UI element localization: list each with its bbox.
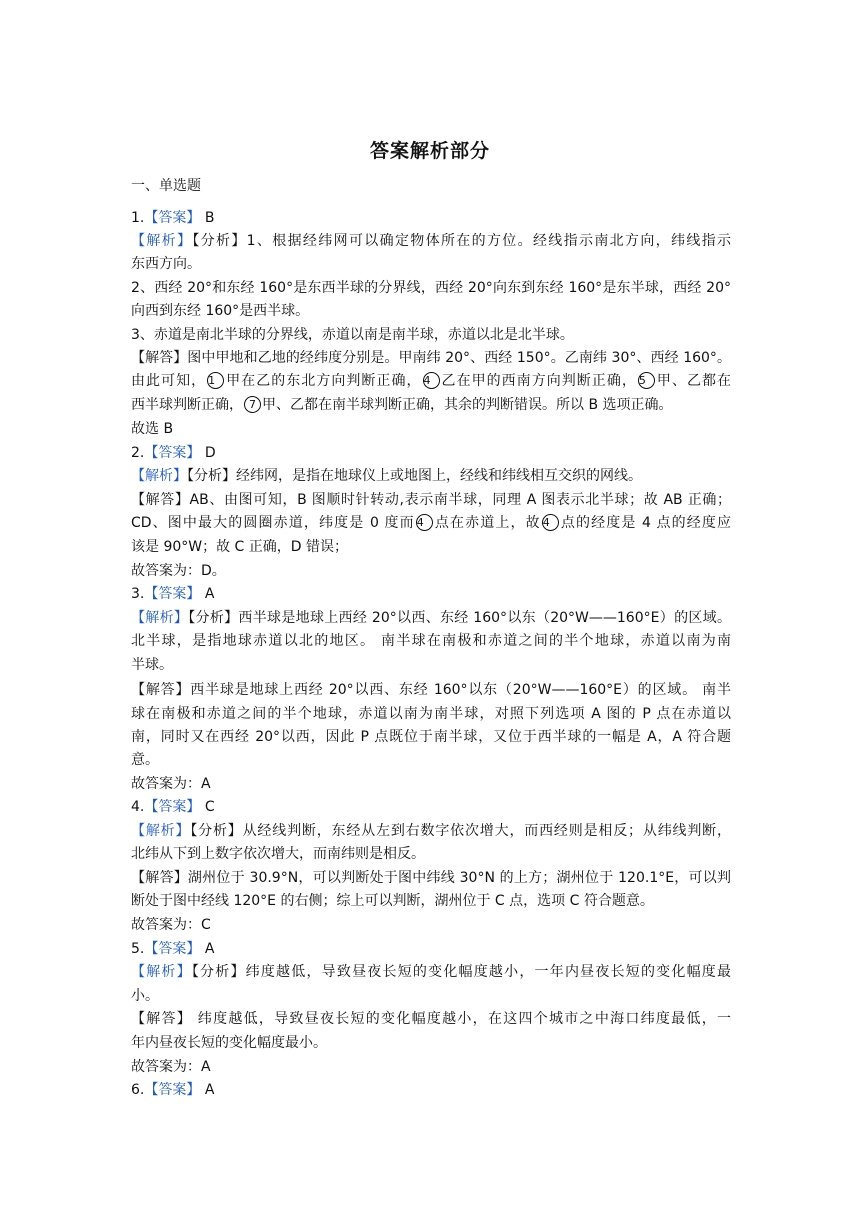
circled-number: 4 [416,514,433,531]
text-span: 甲、乙都在南半球判断正确，其余的判断错误。所以 B 选项正确。 [262,397,673,413]
answer-label: 【答案】 [144,941,201,957]
section-heading: 一、单选题 [131,178,201,194]
answer-value: C [204,799,215,815]
explain-label: 【解析】 [131,823,191,839]
explain-text: 【分析】1、根据经纬网可以确定物体所在的方位。经线指示南北方向，纬线指示 [192,233,731,249]
q2-line-3 [131,512,731,535]
explain-label: 【解析】 [131,610,189,626]
explain-text: 【分析】纬度越低，导致昼夜长短的变化幅度越小，一年内昼夜长短的变化幅度最 [191,964,732,980]
explain-text: 【分析】西半球是地球上西经 20°以西、东经 160°以东（20°W——160°E）的区域。 [188,610,731,626]
answer-label: 【答案】 [144,210,201,226]
q5-explain-line-1 [131,961,731,984]
q3-explain-line-1 [131,607,731,630]
q5-line-4: 年内昼夜长短的变化幅度最小。 [131,1035,327,1051]
question-number: 3. [131,586,145,602]
q5-conclusion: 故答案为：A [131,1059,211,1075]
q4-explain-line-1 [131,820,731,843]
question-number: 6. [131,1082,145,1098]
q3-line-5: 球在南极和赤道之间的半个地球，赤道以南为南半球，对照下列选项 A 图的 P 点在赤道以 [131,706,731,722]
text-span: 点的经度是 4 点的经度应 [559,515,732,531]
answer-label: 【答案】 [144,586,201,602]
circled-number: 1 [207,372,224,389]
q4-line-4: 断处于图中经线 120°E 的右侧；综上可以判断，湖州位于 C 点，选项 C 符合题意。 [131,893,654,909]
text-span: CD、图中最大的圆圈赤道，纬度是 0 度而 [131,515,415,531]
q3-line-7: 意。 [131,752,159,768]
q3-line-6: 南，同时又在西经 20°以西，因此 P 点既位于南半球，又位于西半球的一幅是 A，A 符合题 [131,729,731,745]
answer-label: 【答案】 [144,799,201,815]
answer-label: 【答案】 [144,1082,201,1098]
circled-number: 7 [244,396,261,413]
q3-answer-line [131,583,731,606]
q5-line-2: 小。 [131,988,159,1004]
answer-value: A [204,586,215,602]
q1-line-3: 2、西经 20°和东经 160°是东西半球的分界线，西经 20°向东到东经 160°是东半球，西经 20° [131,280,731,296]
text-span: 甲在乙的东北方向判断正确， [225,373,422,389]
explain-label: 【解析】 [131,468,187,484]
answer-value: D [204,445,216,461]
q5-line-3: 【解答】 纬度越低，导致昼夜长短的变化幅度越小，在这四个城市之中海口纬度最低，一 [131,1011,731,1027]
explain-text: 【分析】从经线判断，东经从左到右数字依次增大，而西经则是相反；从纬线判断， [190,823,732,839]
q1-line-8 [131,394,731,417]
q1-conclusion: 故选 B [131,421,174,437]
q1-line-4: 向西到东经 160°是西半球。 [131,303,310,319]
page-title: 答案解析部分 [369,140,490,162]
explain-label: 【解析】 [131,233,193,249]
circled-number: 4 [423,372,440,389]
q2-explain-line-1 [131,465,731,488]
text-span: 西半球判断正确， [131,397,243,413]
q2-line-4: 该是 90°W；故 C 正确，D 错误； [131,539,349,555]
q4-answer-line [131,796,731,819]
q4-line-2: 北纬从下到上数字依次增大，而南纬则是相反。 [131,846,425,862]
question-number: 5. [131,941,145,957]
question-number: 2. [131,445,145,461]
question-number: 1. [131,210,145,226]
circled-number: 5 [638,372,655,389]
q1-line-6: 【解答】图中甲地和乙地的经纬度分别是。甲南纬 20°、西经 150°。乙南纬 30°、西经 160°。 [131,350,731,366]
q1-line-7 [131,370,731,393]
text-span: 点在赤道上，故 [433,515,541,531]
answer-value: B [204,210,215,226]
text-span: 甲、乙都在 [655,373,732,389]
q3-line-4: 【解答】西半球是地球上西经 20°以西、东经 160°以东（20°W——160°E）的区域。 南半 [131,682,731,698]
q3-line-2: 北半球，是指地球赤道以北的地区。 南半球在南极和赤道之间的半个地球，赤道以南为南 [131,633,731,649]
q1-answer-line [131,207,731,230]
q1-line-2: 东西方向。 [131,256,201,272]
answer-label: 【答案】 [144,445,201,461]
q6-answer-line [131,1079,731,1102]
answer-value: A [204,941,215,957]
q2-line-2: 【解答】AB、由图可知，B 图顺时针转动,表示南半球，同理 A 图表示北半球；故 AB 正确； [131,492,731,508]
q2-answer-line [131,442,731,465]
question-number: 4. [131,799,145,815]
explain-text: 【分析】经纬网，是指在地球仪上或地图上，经线和纬线相互交织的网线。 [187,468,642,484]
q2-conclusion: 故答案为：D。 [131,563,226,579]
explain-label: 【解析】 [131,964,192,980]
text-span: 乙在甲的西南方向判断正确， [440,373,637,389]
q1-line-5: 3、赤道是南北半球的分界线，赤道以南是南半球，赤道以北是北半球。 [131,327,574,343]
circled-number: 4 [542,514,559,531]
q3-line-3: 半球。 [131,657,173,673]
q3-conclusion: 故答案为：A [131,776,211,792]
q5-answer-line [131,938,731,961]
q4-line-3: 【解答】湖州位于 30.9°N，可以判断处于图中纬线 30°N 的上方；湖州位于 120.1°E，可以判 [131,870,731,886]
q1-explain-line-1 [131,230,731,253]
q4-conclusion: 故答案为：C [131,917,211,933]
text-span: 由此可知， [131,373,207,389]
answer-value: A [204,1082,215,1098]
